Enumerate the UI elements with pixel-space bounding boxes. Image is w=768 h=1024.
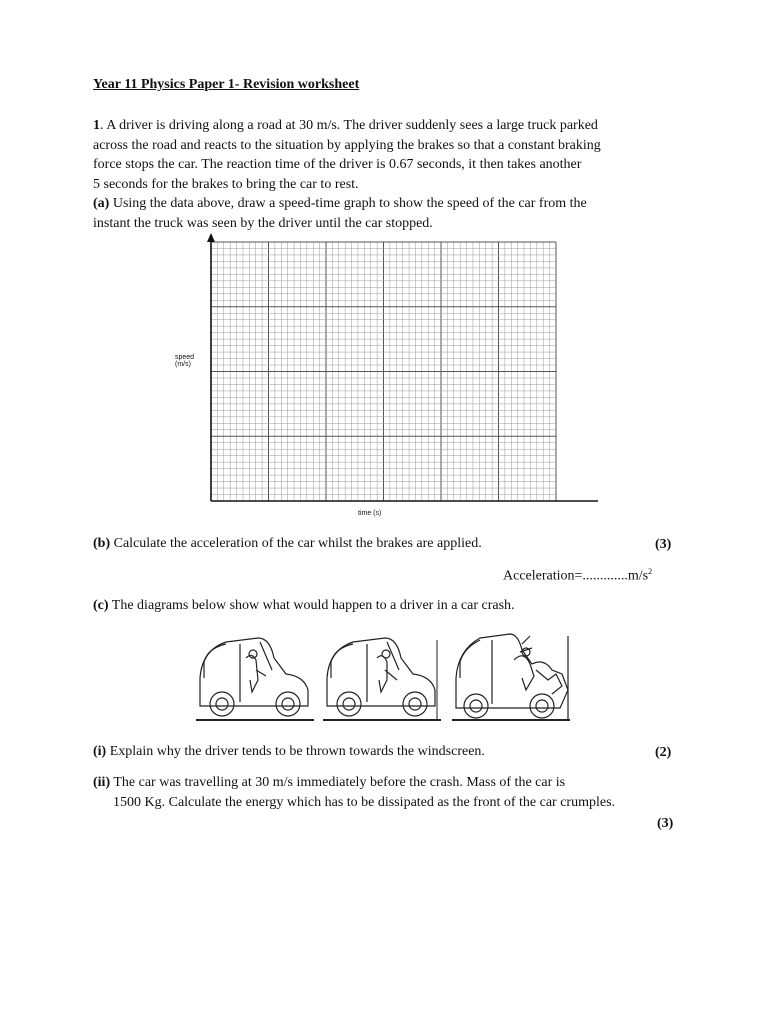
y-axis-arrow	[207, 233, 215, 242]
question-c-i-text: Explain why the driver tends to be thrown towards the windscreen.	[106, 744, 485, 759]
car-crash-illustration	[196, 630, 574, 726]
question-1-line-3: force stops the car. The reaction time of the driver is 0.67 seconds, it then takes another	[93, 157, 582, 172]
question-1-line-2: across the road and reacts to the situation by applying the brakes so that a constant braking	[93, 137, 601, 153]
question-c-i-label: (i)	[93, 744, 107, 759]
question-c-ii-text-1: The car was travelling at 30 m/s immediately before the crash. Mass of the car is	[110, 775, 566, 790]
x-axis-label: time (s)	[358, 510, 382, 517]
question-1-number: 1	[93, 118, 100, 133]
question-a-line-1: Using the data above, draw a speed-time graph to show the speed of the car from the	[109, 196, 587, 211]
question-c-ii-marks: (3)	[657, 816, 674, 831]
question-b-label: (b)	[93, 536, 111, 551]
question-1-line-1: . A driver is driving along a road at 30 m/s. The driver suddenly sees a large truck parked	[100, 118, 598, 133]
car-diagram-1	[196, 638, 314, 720]
question-b-marks: (3)	[655, 537, 672, 552]
acceleration-answer-prefix: Acceleration=.............m/s	[503, 568, 649, 584]
car-diagram-3	[452, 634, 570, 720]
car-crash-diagrams	[196, 630, 574, 726]
acceleration-unit-exponent: 2	[648, 567, 653, 576]
question-c-i	[93, 744, 485, 760]
question-a-line-2: instant the truck was seen by the driver until the car stopped.	[93, 215, 433, 231]
question-c	[93, 598, 515, 614]
worksheet-title: Year 11 Physics Paper 1- Revision worksheet	[93, 77, 360, 92]
y-axis-label: speed (m/s)	[175, 354, 195, 368]
acceleration-answer-line	[503, 567, 652, 585]
question-c-i-marks: (2)	[655, 745, 672, 760]
question-c-label: (c)	[93, 598, 109, 613]
question-b	[93, 536, 482, 552]
graph-paper-grid	[170, 230, 600, 520]
question-c-ii-label: (ii)	[93, 775, 111, 790]
speed-time-graph	[170, 230, 600, 520]
car-diagram-2	[323, 638, 441, 720]
question-b-text: Calculate the acceleration of the car whilst the brakes are applied.	[110, 536, 482, 551]
question-a-label: (a)	[93, 196, 110, 211]
question-c-ii-line-1	[93, 775, 565, 791]
question-c-text: The diagrams below show what would happen to a driver in a car crash.	[108, 598, 515, 613]
question-c-ii-line-2: 1500 Kg. Calculate the energy which has to be dissipated as the front of the car crumples.	[113, 795, 616, 810]
question-1	[93, 116, 601, 194]
question-1-line-4: 5 seconds for the brakes to bring the car to rest.	[93, 176, 359, 192]
question-a	[93, 194, 587, 233]
